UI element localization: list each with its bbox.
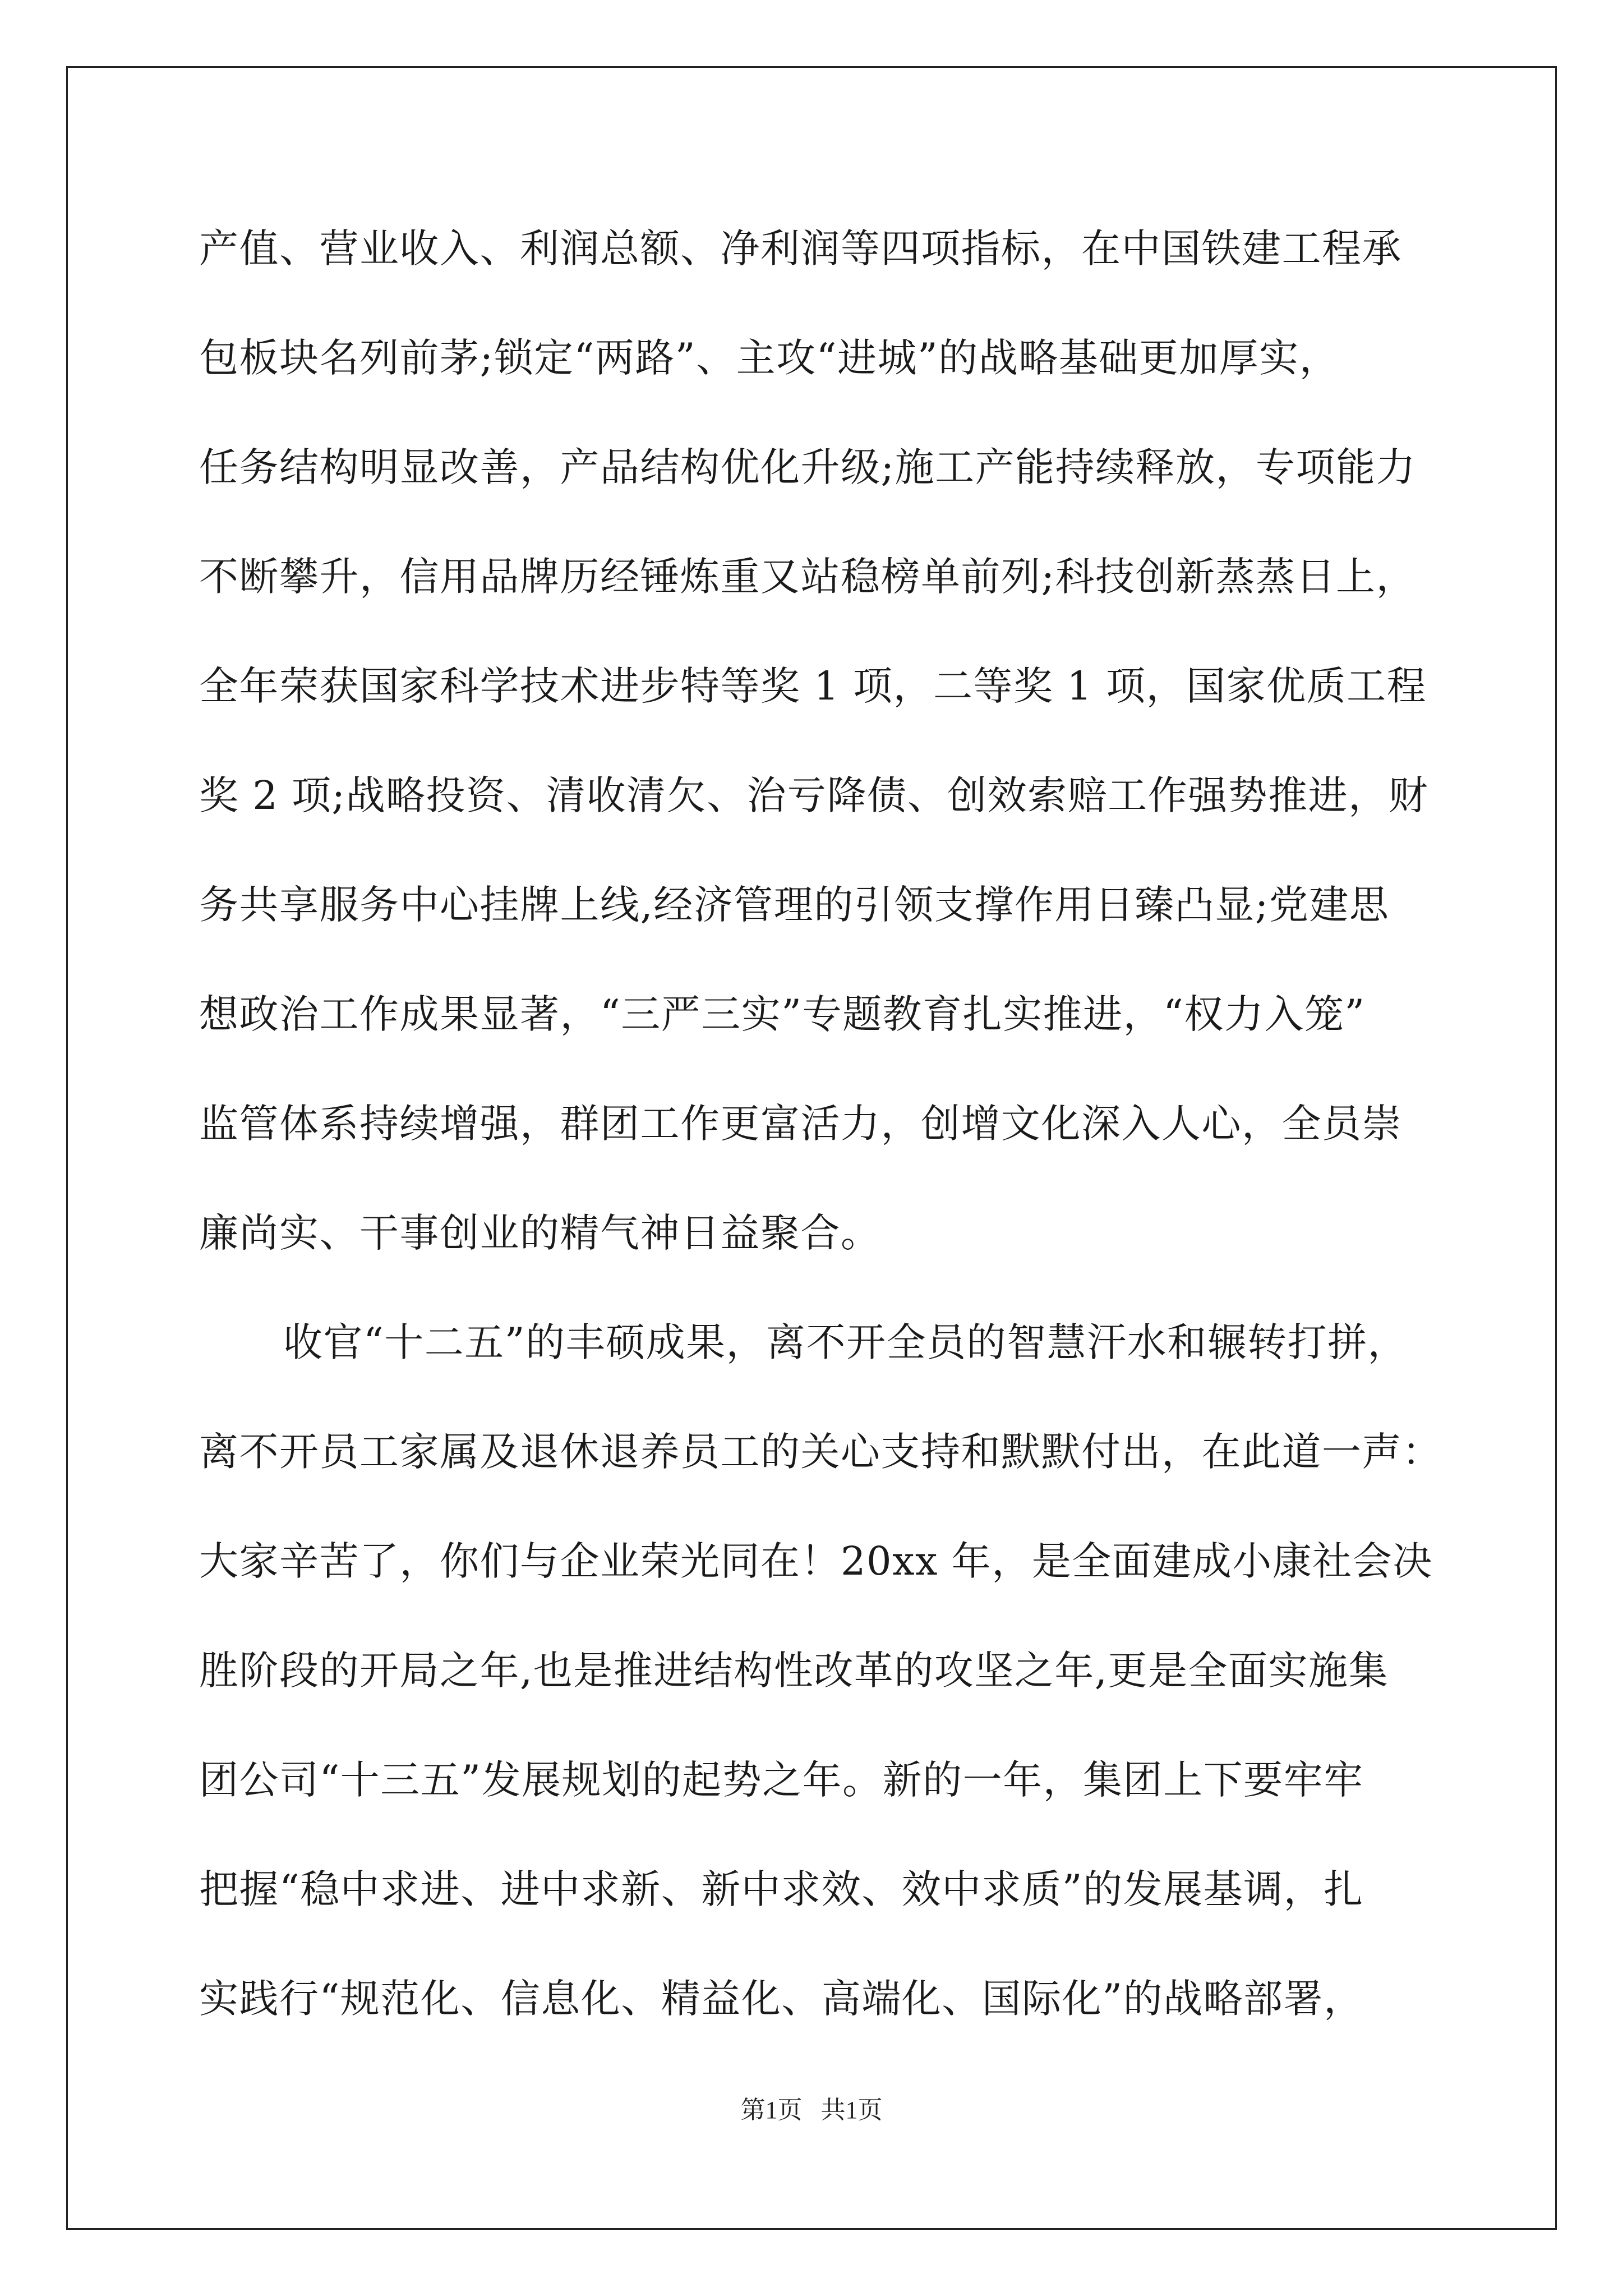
paragraph-1-line: 想政治工作成果显著，“三严三实”专题教育扎实推进，“权力入笼” (199, 991, 1366, 1037)
paragraph-1-line: 不断攀升，信用品牌历经锤炼重又站稳榜单前列;科技创新蒸蒸日上， (199, 554, 1417, 600)
paragraph-1-line: 廉尚实、干事创业的精气神日益聚合。 (199, 1210, 881, 1256)
paragraph-1-line: 全年荣获国家科学技术进步特等奖 1 项，二等奖 1 项，国家优质工程 (199, 663, 1427, 709)
paragraph-2-line: 胜阶段的开局之年,也是推进结构性改革的攻坚之年,更是全面实施集 (199, 1648, 1389, 1694)
paragraph-1-line: 包板块名列前茅;锁定“两路”、主攻“进城”的战略基础更加厚实， (199, 335, 1340, 381)
document-body (199, 206, 1455, 2066)
paragraph-1-line: 任务结构明显改善，产品结构优化升级;施工产能持续释放，专项能力 (199, 444, 1417, 490)
paragraph-1-line: 产值、营业收入、利润总额、净利润等四项指标，在中国铁建工程承 (199, 226, 1402, 272)
page-number: 第1页 (740, 2096, 803, 2124)
page-total: 共1页 (820, 2096, 883, 2124)
paragraph-2-line: 大家辛苦了，你们与企业荣光同在！20xx 年，是全面建成小康社会决 (199, 1538, 1433, 1584)
paragraph-2-line: 把握“稳中求进、进中求新、新中求效、效中求质”的发展基调，扎 (199, 1866, 1364, 1912)
paragraph-1-line: 奖 2 项;战略投资、清收清欠、治亏降债、创效索赔工作强势推进，财 (199, 772, 1429, 818)
paragraph-2-line: 离不开员工家属及退休退养员工的关心支持和默默付出，在此道一声： (199, 1429, 1442, 1475)
paragraph-2-line: 收官“十二五”的丰硕成果，离不开全员的智慧汗水和辗转打拼， (283, 1319, 1408, 1365)
paragraph-1-line: 监管体系持续增强，群团工作更富活力，创增文化深入人心，全员崇 (199, 1101, 1402, 1147)
paragraph-2-line: 团公司“十三五”发展规划的起势之年。新的一年，集团上下要牢牢 (199, 1757, 1364, 1803)
page-footer (0, 2093, 1623, 2127)
paragraph-1-line: 务共享服务中心挂牌上线,经济管理的引领支撑作用日臻凸显;党建思 (199, 882, 1390, 928)
paragraph-2-line: 实践行“规范化、信息化、精益化、高端化、国际化”的战略部署， (199, 1976, 1364, 2022)
